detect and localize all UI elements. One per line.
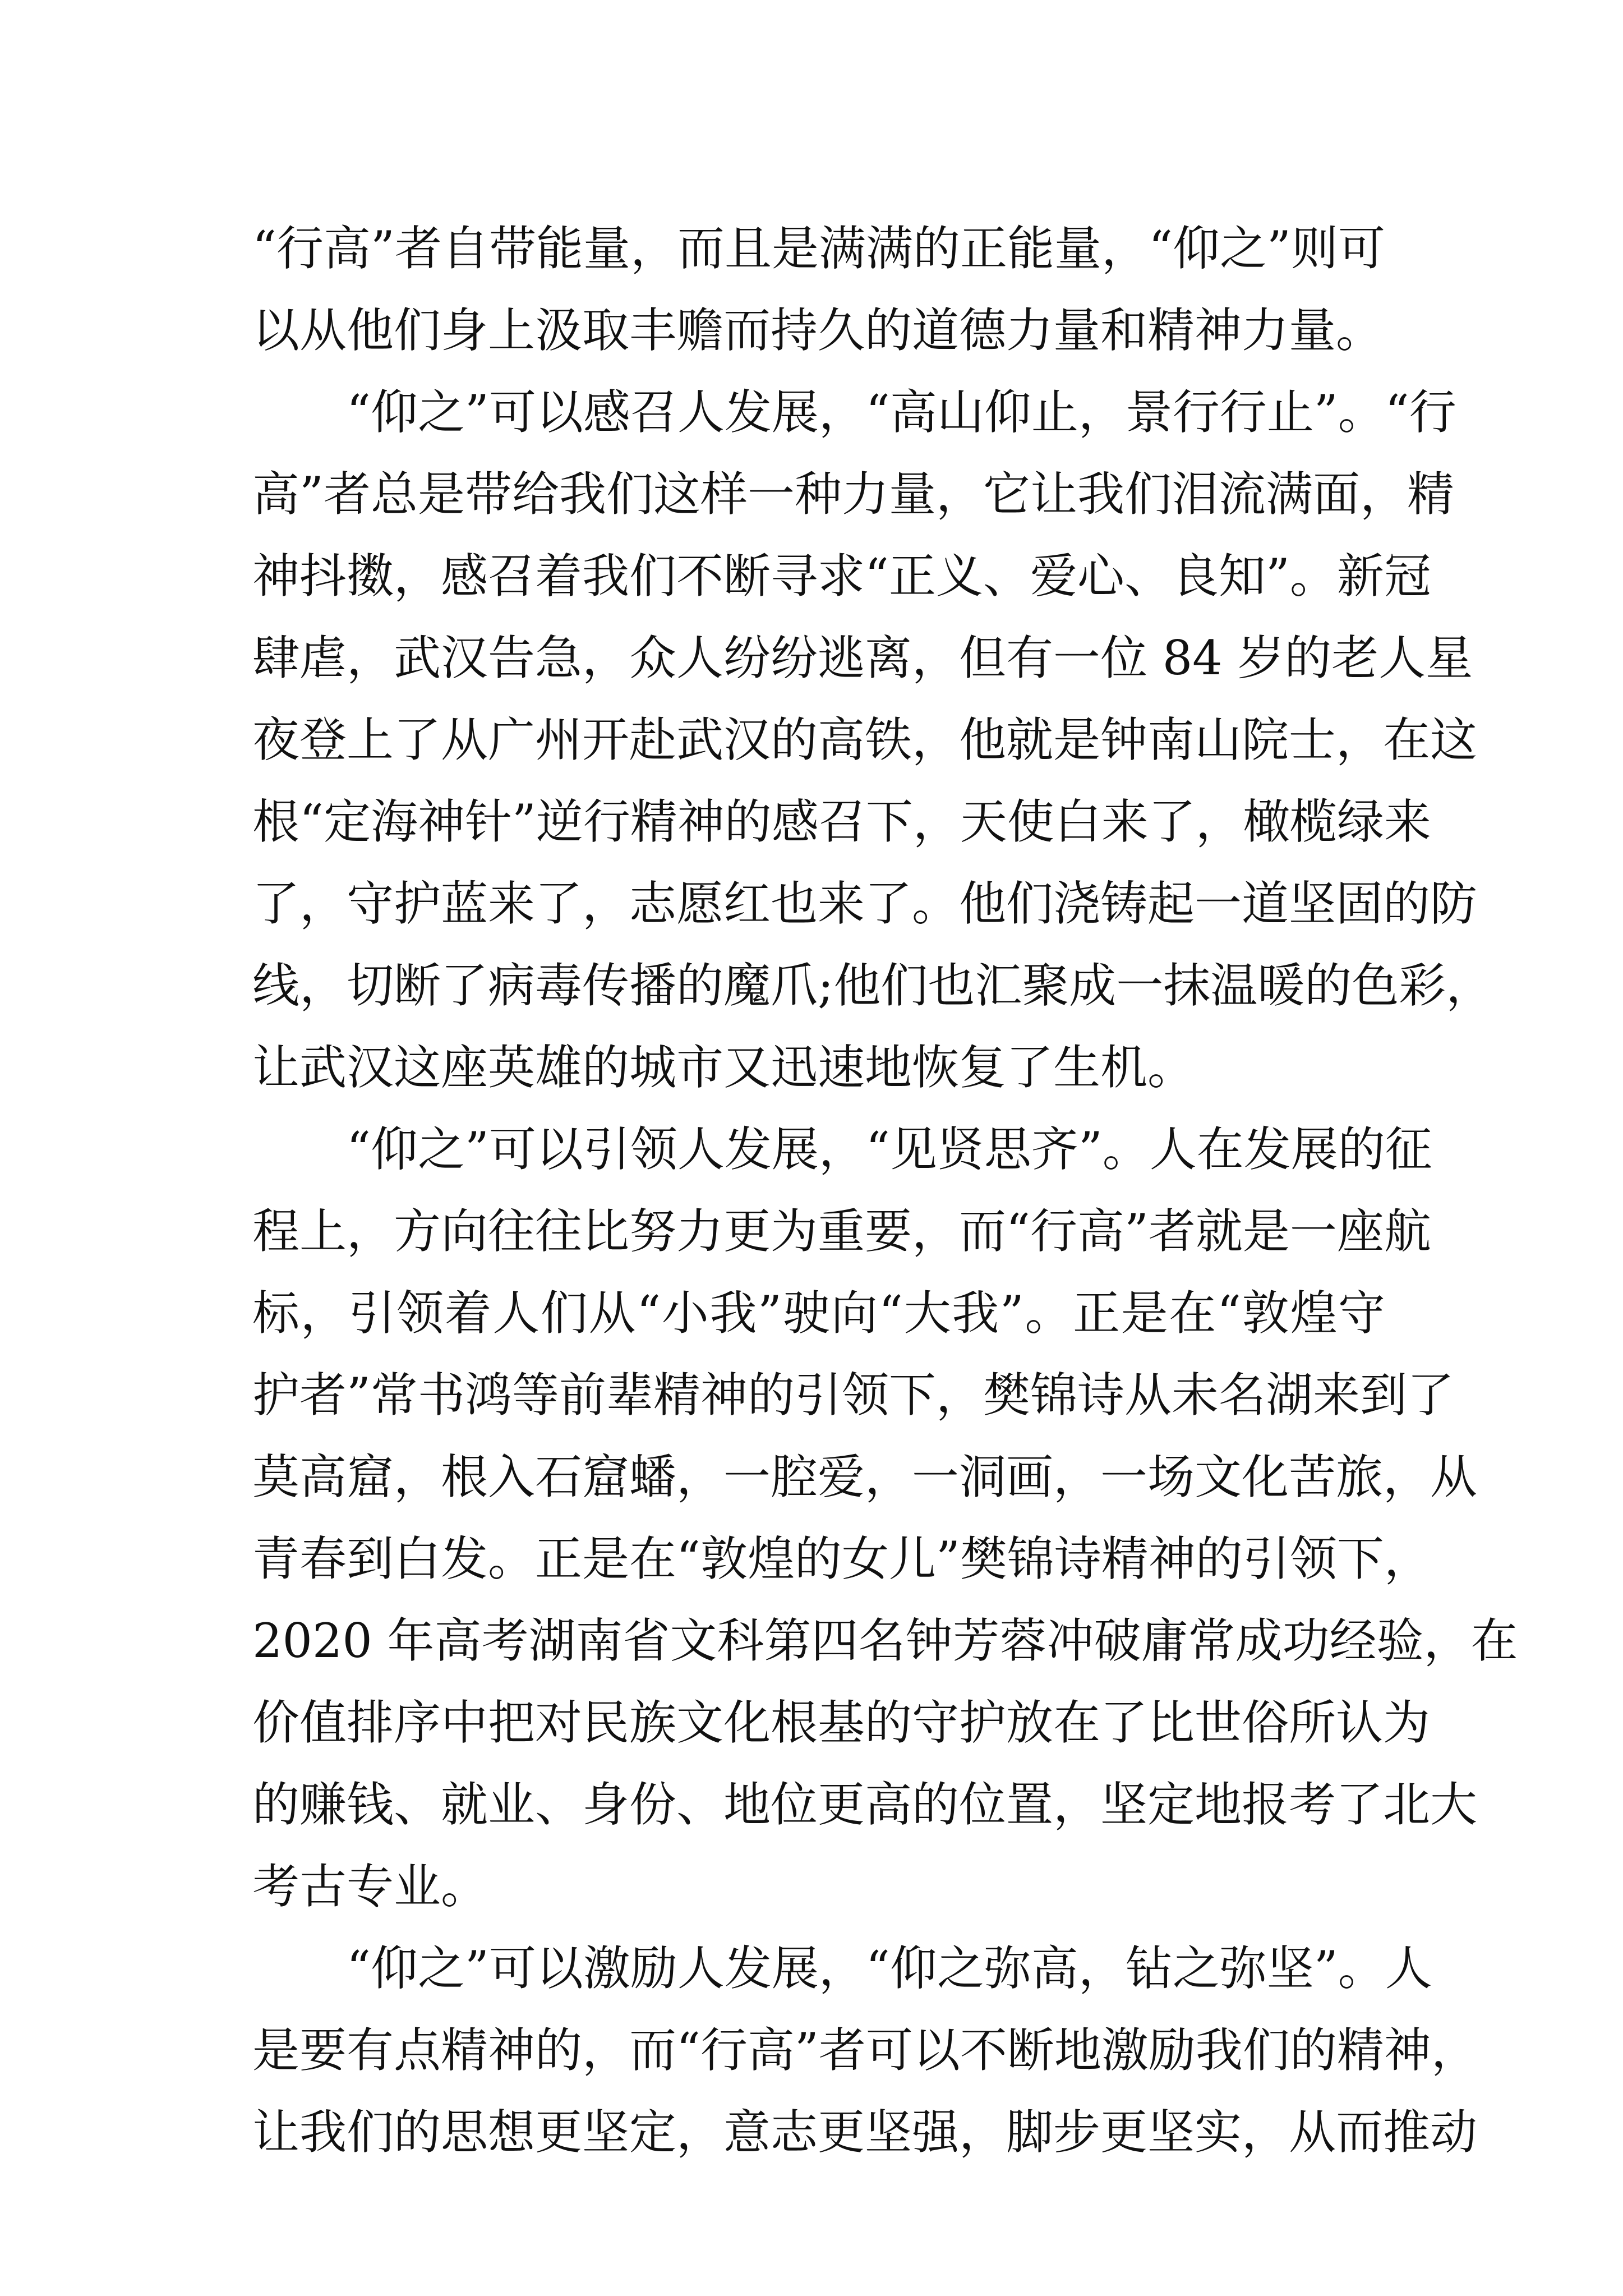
text-line: 程上，方向往往比努力更为重要，而“行高”者就是一座航 <box>252 1204 1431 1259</box>
paragraph <box>252 208 1385 371</box>
text-line: “仰之”可以感召人发展，“高山仰止，景行行止”。“行 <box>347 385 1456 440</box>
text-line: 以从他们身上汲取丰赡而持久的道德力量和精神力量。 <box>252 303 1384 358</box>
text-line: 让武汉这座英雄的城市又迅速地恢复了生机。 <box>252 1040 1195 1095</box>
paragraph <box>252 371 1493 1108</box>
text-line: 的赚钱、就业、身份、地位更高的位置，坚定地报考了北大 <box>252 1777 1478 1832</box>
paragraph <box>252 1927 1478 2173</box>
paragraph <box>252 1108 1518 1927</box>
text-line: 高”者总是带给我们这样一种力量，它让我们泪流满面，精 <box>252 467 1454 522</box>
text-line: 护者”常书鸿等前辈精神的引领下，樊锦诗从未名湖来到了 <box>252 1368 1454 1423</box>
text-line: “行高”者自带能量，而且是满满的正能量，“仰之”则可 <box>252 221 1385 276</box>
text-line: “仰之”可以引领人发展，“见贤思齐”。人在发展的征 <box>347 1122 1432 1177</box>
body-text <box>252 208 1518 2173</box>
text-line: 根“定海神针”逆行精神的感召下，天使白来了，橄榄绿来 <box>252 794 1431 849</box>
text-line: 考古专业。 <box>252 1859 488 1914</box>
text-line: 标，引领着人们从“小我”驶向“大我”。正是在“敦煌守 <box>252 1286 1385 1341</box>
text-line: 线，切断了病毒传播的魔爪;他们也汇聚成一抹温暖的色彩， <box>252 958 1493 1013</box>
text-line: 莫高窟，根入石窟蟠，一腔爱，一洞画，一场文化苦旅，从 <box>252 1450 1478 1504</box>
text-line: 神抖擞，感召着我们不断寻求“正义、爱心、良知”。新冠 <box>252 549 1431 604</box>
text-line: 了，守护蓝来了，志愿红也来了。他们浇铸起一道坚固的防 <box>252 876 1478 931</box>
text-line: 青春到白发。正是在“敦煌的女儿”樊锦诗精神的引领下， <box>252 1531 1431 1586</box>
text-line: 是要有点精神的，而“行高”者可以不断地激励我们的精神， <box>252 2023 1478 2078</box>
text-line: “仰之”可以激励人发展，“仰之弥高，钻之弥坚”。人 <box>347 1941 1432 1996</box>
text-line: 肆虐，武汉告急，众人纷纷逃离，但有一位 84 岁的老人星 <box>252 631 1473 685</box>
text-line: 让我们的思想更坚定，意志更坚强，脚步更坚实，从而推动 <box>252 2105 1478 2160</box>
text-line: 2020 年高考湖南省文科第四名钟芳蓉冲破庸常成功经验，在 <box>252 1613 1518 1668</box>
text-line: 价值排序中把对民族文化根基的守护放在了比世俗所认为 <box>252 1695 1431 1750</box>
text-line: 夜登上了从广州开赴武汉的高铁，他就是钟南山院士，在这 <box>252 712 1478 767</box>
